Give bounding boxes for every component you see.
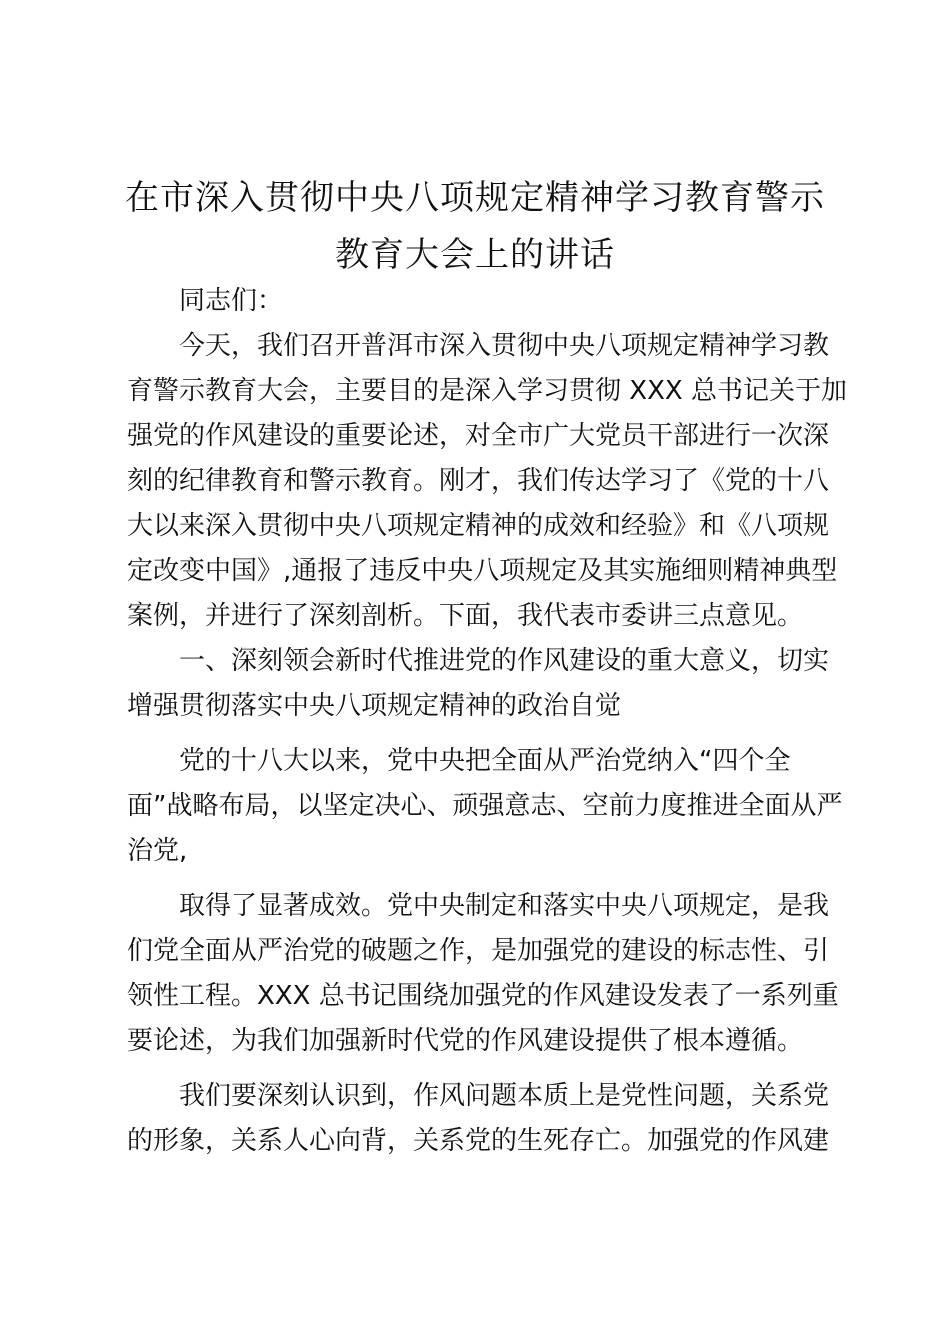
text-line: 刻的纪律教育和警示教育。刚才，我们传达学习了《党的十八 <box>127 466 830 496</box>
text-line: 案例，并进行了深刻剖析。下面，我代表市委讲三点意见。 <box>127 601 804 631</box>
paragraph-achievements <box>127 884 839 1064</box>
text-line: 今天，我们召开普洱市深入贯彻中央八项规定精神学习教 <box>179 331 830 361</box>
text-line: 们党全面从严治党的破题之作，是加强党的建设的标志性、引 <box>127 936 830 966</box>
text-line: 大以来深入贯彻中央八项规定精神的成效和经验》和《八项规 <box>127 511 830 541</box>
text-line: 领性工程。XXX 总书记围绕加强党的作风建设发表了一系列重 <box>127 981 839 1011</box>
text-line: 的形象，关系人心向背，关系党的生死存亡。加强党的作风建 <box>127 1126 830 1156</box>
text-line: 要论述，为我们加强新时代党的作风建设提供了根本遵循。 <box>127 1026 804 1056</box>
document-body <box>127 279 847 1164</box>
text-line: 强党的作风建设的重要论述，对全市广大党员干部进行一次深 <box>127 421 830 451</box>
heading-line: 增强贯彻落实中央八项规定精神的政治自觉 <box>127 691 622 721</box>
salutation <box>127 279 832 324</box>
title-line-2: 教育大会上的讲话 <box>335 235 615 275</box>
text-line: 治党, <box>127 836 188 866</box>
document-title <box>110 170 840 284</box>
text-line: 党的十八大以来，党中央把全面从严治党纳入“四个全 <box>179 746 791 776</box>
paragraph-background <box>127 739 843 874</box>
text-line: 取得了显著成效。党中央制定和落实中央八项规定，是我 <box>179 891 830 921</box>
title-line-1: 在市深入贯彻中央八项规定精神学习教育警示 <box>125 178 825 218</box>
text-line: 定改变中国》,通报了违反中央八项规定及其实施细则精神典型 <box>127 556 838 586</box>
salutation-text: 同志们： <box>179 286 284 316</box>
paragraph-intro <box>127 324 847 639</box>
section-heading-1 <box>127 639 832 729</box>
text-line: 育警示教育大会，主要目的是深入学习贯彻 XXX 总书记关于加 <box>127 376 847 406</box>
text-line: 我们要深刻认识到，作风问题本质上是党性问题，关系党 <box>179 1081 830 1111</box>
paragraph-recognition <box>127 1074 832 1164</box>
heading-line: 一、深刻领会新时代推进党的作风建设的重大意义，切实 <box>179 646 830 676</box>
text-line: 面”战略布局，以坚定决心、顽强意志、空前力度推进全面从严 <box>127 791 843 821</box>
